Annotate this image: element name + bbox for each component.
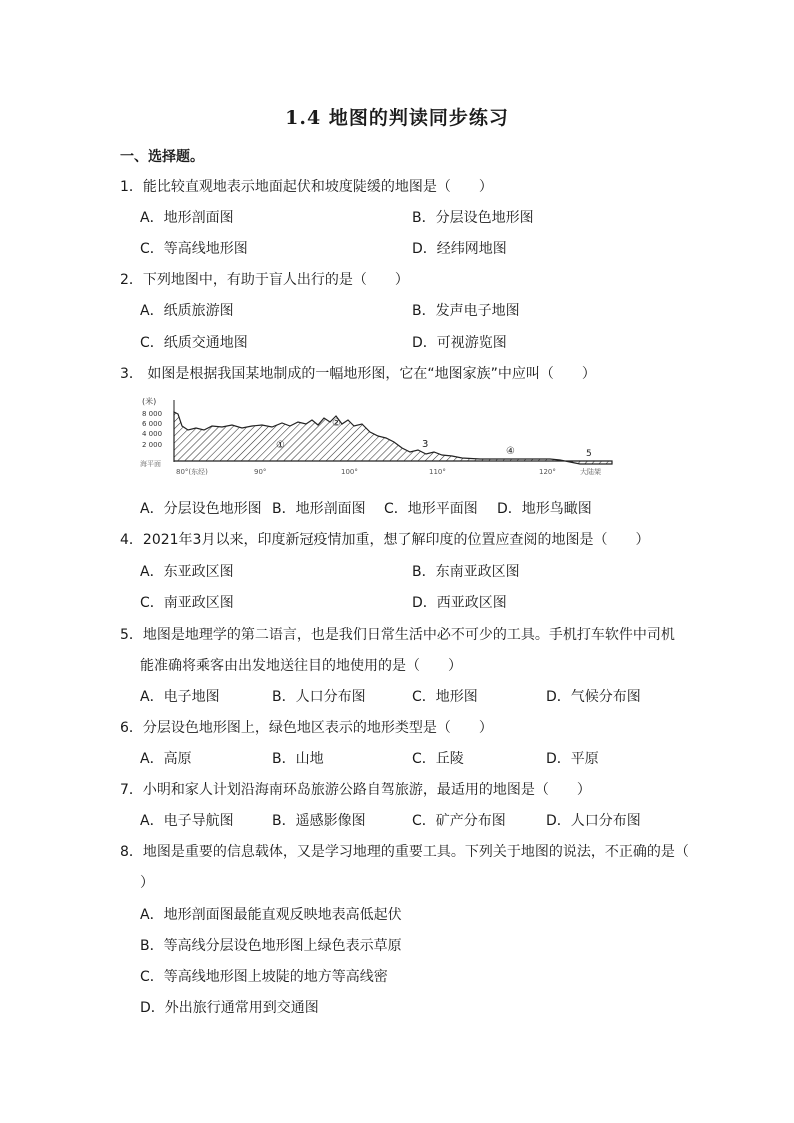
- question-6-option-c: C．丘陵: [412, 751, 464, 767]
- question-6-stem: 6．分层设色地形图上，绿色地区表示的地形类型是（ ）: [120, 720, 493, 736]
- section-heading: 一、选择题。: [120, 149, 204, 165]
- question-2-stem: 2．下列地图中，有助于盲人出行的是（ ）: [120, 272, 409, 288]
- question-1-option-d: D．经纬网地图: [412, 241, 507, 257]
- y-unit-label: (米): [142, 397, 157, 406]
- question-7-option-b: B．遥感影像图: [272, 813, 366, 829]
- region-label: ④: [506, 446, 515, 457]
- question-8-stem-line-2: ）: [140, 875, 154, 891]
- question-7-option-a: A．电子导航图: [140, 813, 234, 829]
- question-8-option-b: B．等高线分层设色地形图上绿色表示草原: [140, 938, 402, 954]
- question-5-option-d: D．气候分布图: [546, 689, 641, 705]
- x-tick-label: 110°: [429, 468, 446, 476]
- question-8-option-d: D．外出旅行通常用到交通图: [140, 1000, 319, 1016]
- y-tick-label: 4 000: [142, 430, 163, 438]
- sea-level-label: 海平面: [140, 460, 161, 468]
- question-3-option-a: A．分层设色地形图: [140, 501, 262, 517]
- question-5-stem-line-2: 能准确将乘客由出发地送往目的地使用的是（ ）: [140, 658, 462, 674]
- terrain-profile-figure: [140, 392, 620, 478]
- question-1-option-c: C．等高线地形图: [140, 241, 248, 257]
- question-4-option-d: D．西亚政区图: [412, 595, 507, 611]
- region-label: 5: [586, 449, 592, 459]
- question-5-option-c: C．地形图: [412, 689, 478, 705]
- question-7-stem: 7．小明和家人计划沿海南环岛旅游公路自驾旅游，最适用的地图是（ ）: [120, 782, 591, 798]
- x-tick-label: 80°(东经): [176, 468, 208, 476]
- question-6-option-a: A．高原: [140, 751, 192, 767]
- question-5-stem-line-1: 5．地图是地理学的第二语言，也是我们日常生活中必不可少的工具。手机打车软件中司机: [120, 627, 675, 643]
- question-3-option-c: C．地形平面图: [384, 501, 478, 517]
- question-2-option-a: A．纸质旅游图: [140, 303, 234, 319]
- y-tick-label: 8 000: [142, 410, 163, 418]
- question-8-option-c: C．等高线地形图上坡陡的地方等高线密: [140, 969, 388, 985]
- region-label: ②: [332, 418, 341, 429]
- x-tick-label: 120°: [539, 468, 556, 476]
- x-tick-label: 90°: [254, 468, 267, 476]
- question-5-option-a: A．电子地图: [140, 689, 220, 705]
- continental-shelf-label: 大陆架: [580, 468, 601, 476]
- question-4-option-a: A．东亚政区图: [140, 564, 234, 580]
- question-7-option-c: C．矿产分布图: [412, 813, 506, 829]
- question-3-stem: 3． 如图是根据我国某地制成的一幅地形图，它在“地图家族”中应叫（ ）: [120, 366, 596, 382]
- question-8-stem-line-1: 8．地图是重要的信息载体，又是学习地理的重要工具。下列关于地图的说法，不正确的是（: [120, 844, 689, 860]
- page-title: 1.4 地图的判读同步练习: [285, 107, 509, 129]
- terrain-profile-shape: [174, 412, 612, 464]
- x-tick-label: 100°: [341, 468, 358, 476]
- question-7-option-d: D．人口分布图: [546, 813, 641, 829]
- question-4-option-c: C．南亚政区图: [140, 595, 234, 611]
- question-1-option-b: B．分层设色地形图: [412, 210, 534, 226]
- question-4-stem: 4．2021年3月以来，印度新冠疫情加重，想了解印度的位置应查阅的地图是（ ）: [120, 532, 650, 548]
- region-label: 3: [422, 439, 429, 450]
- question-3-option-b: B．地形剖面图: [272, 501, 366, 517]
- region-label: ①: [276, 440, 285, 451]
- question-4-option-b: B．东南亚政区图: [412, 564, 520, 580]
- question-3-option-d: D．地形鸟瞰图: [497, 501, 592, 517]
- question-1-stem: 1．能比较直观地表示地面起伏和坡度陡缓的地图是（ ）: [120, 179, 493, 195]
- question-1-option-a: A．地形剖面图: [140, 210, 234, 226]
- question-8-option-a: A．地形剖面图最能直观反映地表高低起伏: [140, 907, 402, 923]
- question-5-option-b: B．人口分布图: [272, 689, 366, 705]
- question-6-option-d: D．平原: [546, 751, 599, 767]
- question-6-option-b: B．山地: [272, 751, 324, 767]
- question-2-option-b: B．发声电子地图: [412, 303, 520, 319]
- question-2-option-c: C．纸质交通地图: [140, 335, 248, 351]
- y-tick-label: 6 000: [142, 420, 163, 428]
- question-2-option-d: D．可视游览图: [412, 335, 507, 351]
- y-tick-label: 2 000: [142, 441, 163, 449]
